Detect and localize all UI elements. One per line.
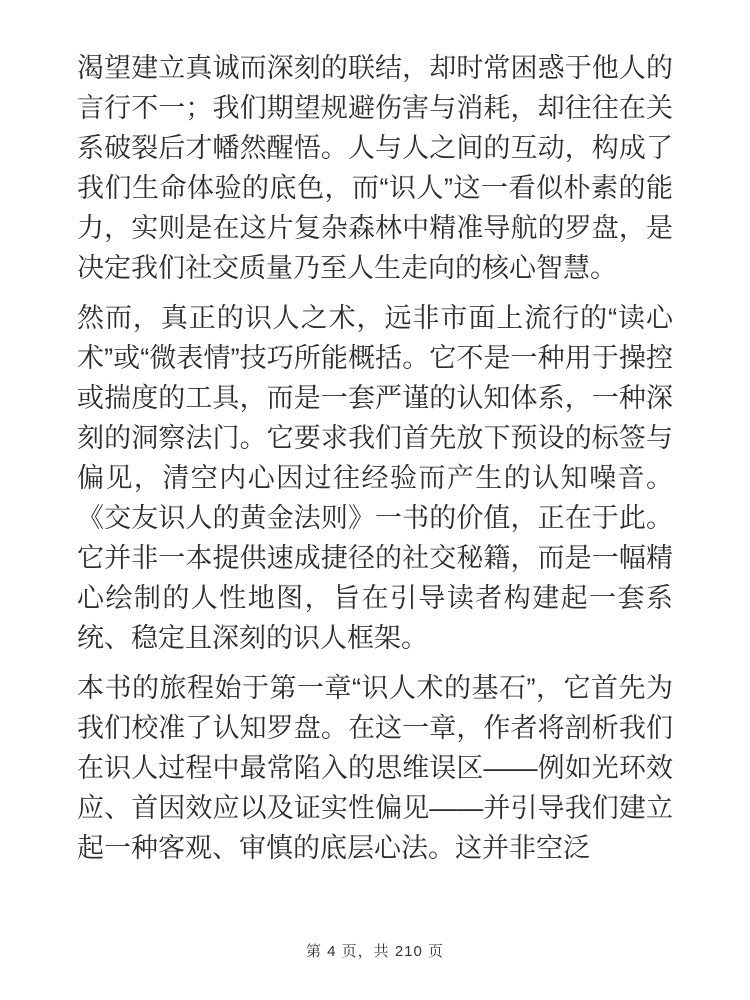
paragraph-2: 然而，真正的识人之术，远非市面上流行的“读心术”或“微表情”技巧所能概括。它不是一种用于操控或揣度的工具，而是一套严谨的认知体系，一种深刻的洞察法门。它要求我们首先放下预设的标签与偏见，清空内心因过往经验而产生的认知噪音。《交友识人的黄金法则》一书的价值，正在于此。它并非一本提供速成捷径的社交秘籍，而是一幅精心绘制的人性地图，旨在引导读者构建起一套系统、稳定且深刻的识人框架。 [77,303,673,653]
paragraph-3: 本书的旅程始于第一章“识人术的基石”，它首先为我们校准了认知罗盘。在这一章，作者将剖析我们在识人过程中最常陷入的思维误区——例如光环效应、首因效应以及证实性偏见——并引导我们建立起一种客观、审慎的底层心法。这并非空泛 [77,673,673,863]
paragraph-1: 渴望建立真诚而深刻的联结，却时常困惑于他人的言行不一；我们期望规避伤害与消耗，却往往在关系破裂后才幡然醒悟。人与人之间的互动，构成了我们生命体验的底色，而“识人”这一看似朴素的能力，实则是在这片复杂森林中精准导航的罗盘，是决定我们社交质量乃至人生走向的核心智慧。 [77,53,673,283]
page-text-content [77,48,673,878]
page-number-footer: 第 4 页，共 210 页 [305,943,445,960]
